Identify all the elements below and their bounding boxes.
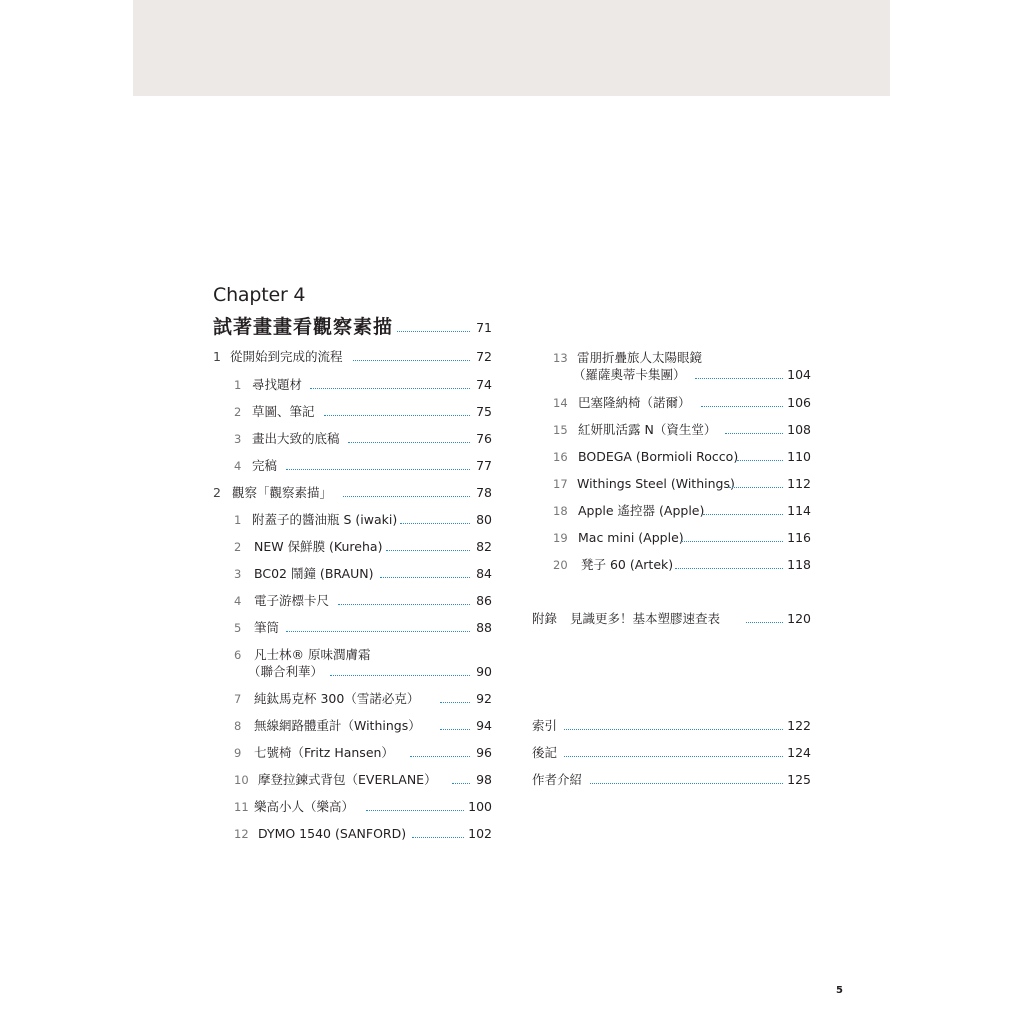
- toc-page: 78: [476, 485, 492, 500]
- toc-number: 15: [553, 423, 568, 437]
- toc-number: 18: [553, 504, 568, 518]
- toc-title: 索引: [532, 718, 558, 733]
- toc-page: 112: [787, 476, 811, 491]
- toc-title: 附蓋子的醬油瓶 S (iwaki): [252, 512, 398, 527]
- toc-title: 七號椅（Fritz Hansen）: [254, 745, 394, 760]
- toc-page: 74: [476, 377, 492, 392]
- toc-title: 草圖、筆記: [252, 404, 315, 419]
- toc-entry[interactable]: [234, 458, 492, 474]
- toc-title: Apple 遙控器 (Apple): [578, 503, 705, 518]
- toc-entry[interactable]: [553, 422, 811, 438]
- toc-title: 純鈦馬克杯 300（雪諾必克）: [254, 691, 420, 706]
- chapter-title: 試著畫畫看觀察素描: [213, 316, 394, 338]
- toc-number: 2: [234, 540, 242, 554]
- toc-page: 120: [787, 611, 811, 626]
- toc-page: 116: [787, 530, 811, 545]
- leader-dots: [330, 675, 470, 676]
- toc-number: 5: [234, 621, 242, 635]
- toc-entry-index[interactable]: [532, 718, 811, 734]
- leader-dots: [348, 442, 470, 443]
- toc-page: 98: [476, 772, 492, 787]
- toc-page: 86: [476, 593, 492, 608]
- page-number: 5: [836, 985, 843, 996]
- toc-page: 76: [476, 431, 492, 446]
- toc-page: 96: [476, 745, 492, 760]
- toc-entry[interactable]: [234, 620, 492, 636]
- toc-number: 7: [234, 692, 242, 706]
- leader-dots: [440, 702, 470, 703]
- toc-number: 6: [234, 648, 242, 662]
- toc-number: 3: [234, 432, 242, 446]
- toc-page: 92: [476, 691, 492, 706]
- toc-number: 4: [234, 594, 242, 608]
- leader-dots: [681, 541, 783, 542]
- toc-entry[interactable]: [234, 647, 492, 681]
- toc-entry-section-1[interactable]: [213, 349, 492, 365]
- toc-number: 4: [234, 459, 242, 473]
- toc-page: 77: [476, 458, 492, 473]
- toc-title: 觀察「觀察素描」: [232, 485, 333, 500]
- toc-title: 尋找題材: [252, 377, 303, 392]
- leader-dots: [310, 388, 470, 389]
- toc-number: 1: [234, 378, 242, 392]
- leader-dots: [286, 469, 470, 470]
- toc-entry[interactable]: [234, 772, 492, 788]
- leader-dots: [564, 729, 783, 730]
- leader-dots: [564, 756, 783, 757]
- toc-number: 13: [553, 351, 568, 365]
- toc-number: 11: [234, 800, 249, 814]
- toc-entry-section-2[interactable]: [213, 485, 492, 501]
- toc-page: 84: [476, 566, 492, 581]
- toc-number: 16: [553, 450, 568, 464]
- toc-page: 88: [476, 620, 492, 635]
- toc-title-continued: （聯合利華）: [248, 664, 324, 679]
- toc-title: NEW 保鮮膜 (Kureha): [254, 539, 383, 554]
- toc-entry[interactable]: [553, 449, 811, 465]
- toc-number: 12: [234, 827, 249, 841]
- toc-page: 110: [787, 449, 811, 464]
- leader-dots: [324, 415, 470, 416]
- toc-number: 3: [234, 567, 242, 581]
- toc-page: 106: [787, 395, 811, 410]
- toc-number: 2: [213, 485, 221, 500]
- toc-entry[interactable]: [234, 826, 492, 842]
- toc-page: 124: [787, 745, 811, 760]
- toc-page: 114: [787, 503, 811, 518]
- toc-number: 19: [553, 531, 568, 545]
- toc-title: 凡士林® 原味潤膚霜: [254, 647, 371, 662]
- toc-title: BC02 鬧鐘 (BRAUN): [254, 566, 374, 581]
- toc-entry[interactable]: [234, 512, 492, 528]
- toc-page: 100: [468, 799, 492, 814]
- leader-dots: [737, 460, 783, 461]
- leader-dots: [701, 406, 783, 407]
- chapter-title-row[interactable]: [213, 314, 492, 340]
- toc-entry[interactable]: [553, 350, 811, 384]
- leader-dots: [400, 523, 470, 524]
- toc-page: 82: [476, 539, 492, 554]
- leader-dots: [380, 577, 470, 578]
- toc-title: 紅妍肌活露 N（資生堂）: [578, 422, 717, 437]
- toc-title: DYMO 1540 (SANFORD): [258, 826, 407, 841]
- toc-title: 後記: [532, 745, 558, 760]
- toc-title: 作者介紹: [532, 772, 583, 787]
- toc-title: 電子游標卡尺: [254, 593, 330, 608]
- leader-dots: [729, 487, 783, 488]
- leader-dots: [386, 550, 470, 551]
- toc-entry[interactable]: [553, 476, 811, 492]
- leader-dots: [452, 783, 470, 784]
- toc-title: BODEGA (Bormioli Rocco): [578, 449, 739, 464]
- toc-title: 畫出大致的底稿: [252, 431, 340, 446]
- toc-entry[interactable]: [234, 593, 492, 609]
- chapter-page-number: 71: [476, 320, 492, 335]
- toc-entry[interactable]: [234, 404, 492, 420]
- toc-entry[interactable]: [234, 566, 492, 582]
- toc-number: 1: [213, 349, 221, 364]
- leader-dots: [353, 360, 470, 361]
- toc-page: 122: [787, 718, 811, 733]
- leader-dots: [695, 378, 783, 379]
- toc-page: 72: [476, 349, 492, 364]
- leader-dots: [725, 433, 783, 434]
- toc-page: 75: [476, 404, 492, 419]
- leader-dots: [286, 631, 470, 632]
- toc-number: 8: [234, 719, 242, 733]
- leader-dots: [343, 496, 470, 497]
- toc-title-continued: （羅薩奧蒂卡集團）: [573, 367, 686, 382]
- toc-page: 80: [476, 512, 492, 527]
- toc-title: 摩登拉鍊式背包（EVERLANE）: [258, 772, 437, 787]
- toc-entry[interactable]: [234, 745, 492, 761]
- toc-entry[interactable]: [553, 530, 811, 546]
- toc-number: 10: [234, 773, 249, 787]
- toc-title: 見識更多！基本塑膠速查表: [570, 611, 721, 626]
- toc-title: 凳子 60 (Artek): [581, 557, 674, 572]
- toc-entry[interactable]: [553, 395, 811, 411]
- toc-entry[interactable]: [234, 691, 492, 707]
- toc-entry[interactable]: [234, 718, 492, 734]
- toc-entry-author[interactable]: [532, 772, 811, 788]
- toc-title: 完稿: [252, 458, 278, 473]
- toc-title: 巴塞隆納椅（諾爾）: [578, 395, 691, 410]
- leader-dots: [366, 810, 464, 811]
- toc-page: 125: [787, 772, 811, 787]
- toc-entry[interactable]: [553, 503, 811, 519]
- toc-title: Withings Steel (Withings): [577, 476, 735, 491]
- toc-appendix-label: 附錄: [532, 611, 558, 626]
- toc-number: 14: [553, 396, 568, 410]
- toc-page: 102: [468, 826, 492, 841]
- toc-entry[interactable]: [553, 557, 811, 573]
- toc-number: 2: [234, 405, 242, 419]
- leader-dots: [590, 783, 783, 784]
- chapter-label: Chapter 4: [213, 284, 306, 306]
- toc-page: 94: [476, 718, 492, 733]
- toc-page: 108: [787, 422, 811, 437]
- toc-entry[interactable]: [234, 539, 492, 555]
- toc-number: 1: [234, 513, 242, 527]
- toc-entry-appendix[interactable]: [532, 611, 811, 627]
- toc-entry[interactable]: [234, 377, 492, 393]
- toc-title: Mac mini (Apple): [578, 530, 684, 545]
- leader-dots: [410, 756, 470, 757]
- toc-title: 樂高小人（樂高）: [254, 799, 355, 814]
- toc-number: 20: [553, 558, 568, 572]
- toc-title: 筆筒: [254, 620, 280, 635]
- leader-dots: [703, 514, 783, 515]
- leader-dots: [412, 837, 464, 838]
- toc-title: 無線網路體重計（Withings）: [254, 718, 421, 733]
- toc-page: 118: [787, 557, 811, 572]
- leader-dots: [440, 729, 470, 730]
- leader-dots: [675, 568, 783, 569]
- toc-number: 17: [553, 477, 568, 491]
- toc-entry-afterword[interactable]: [532, 745, 811, 761]
- leader-dots: [338, 604, 470, 605]
- toc-number: 9: [234, 746, 242, 760]
- toc-title: 雷朋折疊旅人太陽眼鏡: [577, 350, 703, 365]
- toc-entry[interactable]: [234, 431, 492, 447]
- toc-page: 90: [476, 664, 492, 679]
- leader-dots: [746, 622, 783, 623]
- toc-entry[interactable]: [234, 799, 492, 815]
- toc-title: 從開始到完成的流程: [230, 349, 343, 364]
- toc-page: 104: [787, 367, 811, 382]
- header-banner: [133, 0, 890, 96]
- leader-dots: [397, 331, 470, 332]
